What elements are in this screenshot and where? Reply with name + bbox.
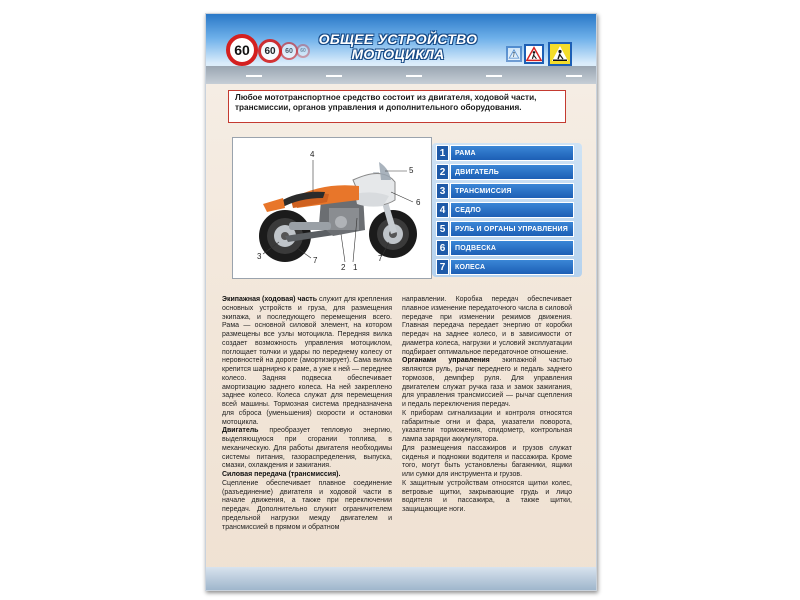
paragraph-gearbox: направлении. Коробка передач обеспечивает плавное изменение передаточного числа в силовой передаче при изменении режимов движения. Главная передача передает энергию от коробки передач на заднее колесо, и в зависимости от диаметра колеса, нагрузки и условий эксплуатации подбирает оптимальное передаточное отношение. [402,296,572,356]
paragraph-controls [402,357,572,410]
callout-label: 4 [310,150,315,159]
callout-label: 7 [378,254,383,263]
paragraph-protection: К защитным устройствам относятся щитки колес, ветровые щитки, закрывающие грудь и лицо водителя и пассажира, а также щитки, защищающие ноги. [402,479,572,513]
part-item-controls [436,221,580,237]
speed-sign-value: 60 [234,42,250,58]
part-item-frame [436,145,580,161]
pedestrian-crossing-icon [524,44,544,64]
part-number: 6 [436,240,449,256]
part-item-suspension [436,240,580,256]
callout-label: 5 [409,166,414,175]
part-label: ПОДВЕСКА [450,240,574,256]
paragraph-transmission-heading [222,471,392,480]
speed-sign-value: 60 [264,45,276,57]
paragraph-text: преобразует тепловую энергию, выделяющуюся при сгорании топлива, в механическую. Для работы двигателя необходимы системы питания, газораспределения, выпуска, смазки, охлаждения и зажигания. [222,427,392,470]
paragraph-heading: Двигатель [222,427,259,435]
speed-sign-value: 60 [300,48,306,54]
paragraph-chassis [222,296,392,427]
title-line-1: ОБЩЕЕ УСТРОЙСТВО [318,31,478,47]
motorcycle-illustration [233,138,431,278]
callout-label: 2 [341,263,346,272]
part-label: СЕДЛО [450,202,574,218]
paragraph-heading: Органами управления [402,357,490,365]
paragraph-passengers: Для размещения пассажиров и грузов служат сиденья и подножки водителя и пассажира. Кроме того, могут быть установлены багажники, ящики или сумки для инструмента и грузов. [402,444,572,478]
paragraph-signals: К приборам сигнализации и контроля относятся габаритные огни и фара, указатели поворота, указатели торможения, спидометр, контрольная лампа зарядки аккумулятора. [402,409,572,443]
paragraph-heading: Силовая передача (трансмиссия). [222,471,341,478]
poster-footer [206,567,596,590]
pedestrian-crossing-icon [506,46,522,62]
speed-sign-value: 60 [285,47,293,55]
paragraph-text: экипажной частью являются руль, рычаг переднего и педаль заднего тормозов, демпфер руля. Для управления двигателем служат ручка газа и замок зажигания, для управления трансмиссией — рычаг сцепления и педаль переключения передач. [402,357,572,408]
part-item-wheels [436,259,580,275]
part-number: 2 [436,164,449,180]
callout-label: 3 [257,252,262,261]
motorcycle-photo [232,137,432,279]
part-number: 4 [436,202,449,218]
part-label: ДВИГАТЕЛЬ [450,164,574,180]
callout-label: 1 [353,263,358,272]
poster [205,13,597,591]
body-text-right [402,296,572,515]
part-item-transmission [436,183,580,199]
pedestrian-crossing-icon [548,42,572,66]
part-label: РУЛЬ И ОРГАНЫ УПРАВЛЕНИЯ [450,221,574,237]
road-strip [206,66,596,84]
body-text-left [222,296,392,532]
callout-label: 6 [416,198,421,207]
intro-text: Любое мототранспортное средство состоит из двигателя, ходовой части, трансмиссии, органов управления и дополнительного оборудования. [228,90,566,123]
part-item-seat [436,202,580,218]
callout-label: 7 [313,256,318,265]
part-number: 1 [436,145,449,161]
title-line-2: МОТОЦИКЛА [351,46,445,62]
part-label: ТРАНСМИССИЯ [450,183,574,199]
paragraph-engine [222,427,392,471]
poster-header [206,14,596,84]
part-number: 3 [436,183,449,199]
speed-limit-sign [226,34,258,66]
part-number: 7 [436,259,449,275]
part-number: 5 [436,221,449,237]
speed-limit-sign [258,39,282,63]
paragraph-transmission: Сцепление обеспечивает плавное соединение (разъединение) двигателя и ходовой части в начале движения, а также при переключении передач. Дополнительно служит ограничителем предельной нагрузки между двигателем и трансмиссией в прямом и обратном [222,479,392,531]
paragraph-text: служит для крепления основных устройств и груза, для размещения экипажа, и последующего перемещения всего. Рама — основной силовой элемент, на котором размещены все узлы мотоцикла. Передняя вилка создает возможность управления мотоциклом, поглощает толчки и удары по переднему колесу от неровностей на дороге (амортизирует). Сама вилка крепится шарнирно к раме, а уже к ней — переднее колесо. Задняя подвеска обеспечивает амортизацию заднего колеса. На ней закреплено заднее колесо. Колеса служат для перемещения всей машины. Тормозная система предназначена для сброса (уменьшения) скорости и остановки мотоцикла. [222,296,392,426]
parts-list [432,139,568,275]
part-item-engine [436,164,580,180]
paragraph-heading: Экипажная (ходовая) часть [222,296,318,303]
part-label: РАМА [450,145,574,161]
poster-title [298,32,498,62]
part-label: КОЛЕСА [450,259,574,275]
